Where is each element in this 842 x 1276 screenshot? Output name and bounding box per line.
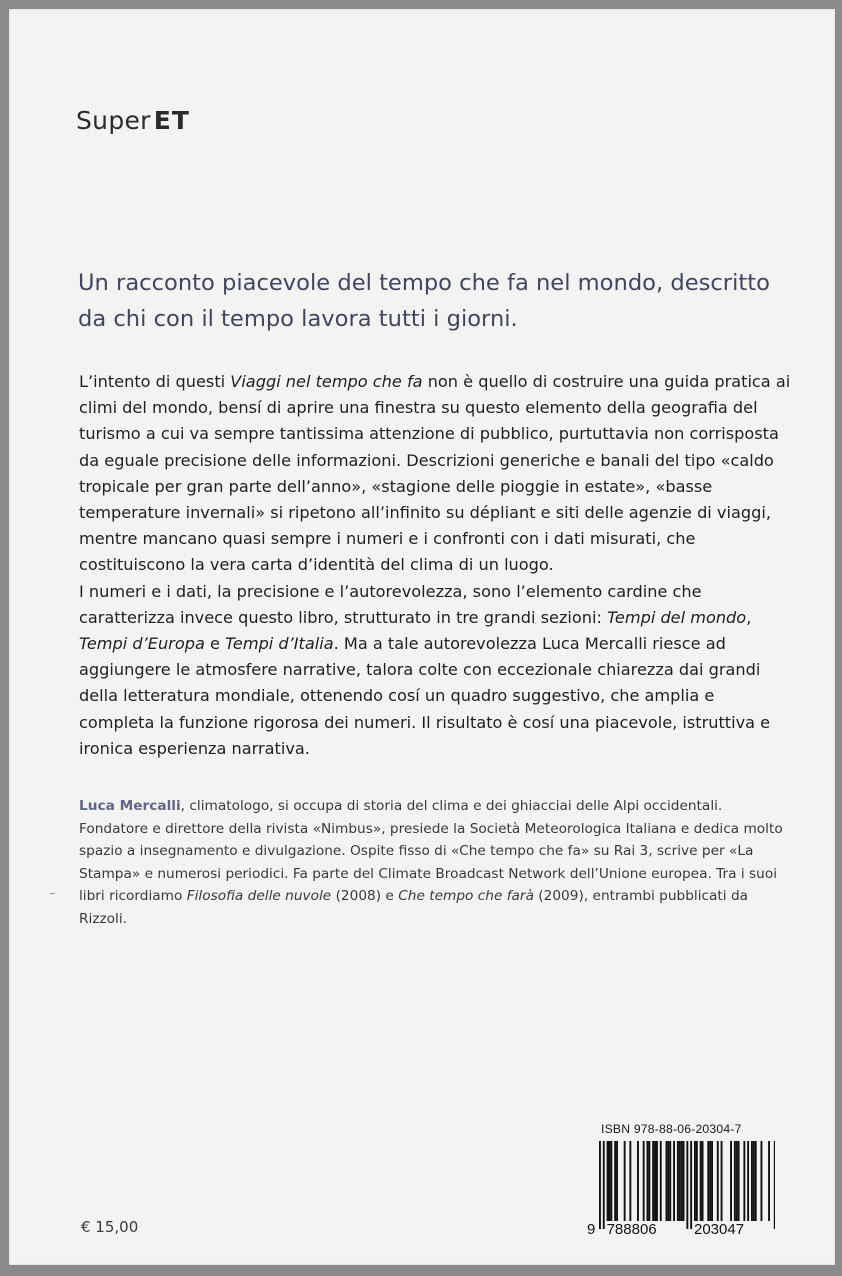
barcode-bar bbox=[743, 1141, 745, 1221]
barcode-bar bbox=[667, 1141, 669, 1221]
barcode-bar bbox=[751, 1141, 753, 1221]
barcode-digit-first: 9 bbox=[587, 1221, 596, 1235]
barcode-bar bbox=[681, 1141, 683, 1221]
blurb-paragraph-2 bbox=[79, 579, 791, 762]
series-logo bbox=[76, 106, 190, 135]
barcode-bar bbox=[660, 1141, 662, 1221]
barcode-bar bbox=[734, 1141, 736, 1221]
barcode-bar bbox=[679, 1141, 681, 1221]
section-title: Tempi d’Europa bbox=[79, 634, 205, 654]
barcode-bar bbox=[761, 1141, 763, 1221]
barcode-bar bbox=[717, 1141, 719, 1221]
barcode-bar bbox=[686, 1141, 688, 1229]
book-title: Viaggi nel tempo che fa bbox=[230, 372, 423, 391]
tagline-line-1: Un racconto piacevole del tempo che fa nel mondo, descritto bbox=[78, 270, 770, 296]
barcode-bar bbox=[610, 1141, 612, 1221]
series-word: Super bbox=[76, 106, 151, 135]
bio-text: (2009), entrambi pubblicati da Rizzoli. bbox=[79, 888, 749, 927]
barcode-bar bbox=[647, 1141, 649, 1221]
barcode-bar bbox=[768, 1141, 770, 1221]
barcode-bar bbox=[654, 1141, 656, 1221]
barcode-digits-left: 788806 bbox=[606, 1221, 657, 1235]
isbn-label: ISBN 978-88-06-20304-7 bbox=[601, 1122, 742, 1136]
barcode-bar bbox=[643, 1141, 645, 1221]
barcode-bar bbox=[700, 1141, 702, 1221]
barcode-bar bbox=[603, 1141, 605, 1229]
tagline bbox=[78, 265, 798, 337]
barcode-bar bbox=[607, 1141, 609, 1221]
barcode-bar bbox=[753, 1141, 755, 1221]
blurb-text: I numeri e i dati, la precisione e l’autorevolezza, sono l’elemento cardine che caratterizza invece questo libro, strutturato in tre grandi sezioni: bbox=[79, 581, 702, 627]
crop-mark bbox=[50, 893, 55, 894]
bio-text: (2008) e bbox=[331, 888, 399, 905]
barcode-bar bbox=[614, 1141, 616, 1221]
blurb-paragraph-1 bbox=[79, 369, 791, 579]
blurb-text: . Ma a tale autorevolezza Luca Mercalli riesce ad aggiungere le atmosfere narrative, talora colte con eccezionale chiarezza dai grandi della letteratura mondiale, ottenendo cosí un quadro suggestivo, che amplia e completa la funzione rigorosa dei numeri. Il risultato è cosí una piacevole, istruttiva e ironica esperienza narrativa. bbox=[79, 634, 771, 758]
blurb-text: L’intento di questi bbox=[79, 372, 231, 391]
blurb-text: , bbox=[746, 607, 752, 627]
barcode-bar bbox=[652, 1141, 654, 1221]
section-title: Tempi del mondo bbox=[607, 607, 747, 627]
back-cover bbox=[9, 9, 835, 1265]
barcode-bar bbox=[690, 1141, 692, 1229]
barcode-bar bbox=[755, 1141, 757, 1221]
barcode-bar bbox=[669, 1141, 671, 1221]
barcode-bar bbox=[747, 1141, 749, 1221]
series-mark: ET bbox=[153, 106, 190, 135]
barcode-bar bbox=[774, 1141, 775, 1229]
barcode-bar bbox=[730, 1141, 732, 1221]
barcode-bar bbox=[683, 1141, 685, 1221]
barcode-bar bbox=[696, 1141, 698, 1221]
author-name: Luca Mercalli bbox=[79, 798, 181, 814]
barcode-bar bbox=[673, 1141, 675, 1221]
author-bio bbox=[79, 795, 791, 931]
bio-text: , climatologo, si occupa di storia del clima e dei ghiacciai delle Alpi occidentali. Fondatore e direttore della rivista «Nimbus», presiede la Società Meteorologica Italiana e dedica molto spazio a insegnamento e divulgazione. Ospite fisso di «Che tempo che fa» su Rai 3, scrive per «La Stampa» e numerosi periodici. Fa parte del Climate Broadcast Network dell’Unione europea. Tra i suoi libri ricordiamo bbox=[79, 798, 783, 905]
barcode-bar bbox=[666, 1141, 668, 1221]
barcode-digits-right: 203047 bbox=[694, 1221, 745, 1235]
barcode-bar bbox=[637, 1141, 639, 1221]
price: € 15,00 bbox=[81, 1218, 139, 1236]
barcode bbox=[585, 1139, 775, 1235]
blurb-text: non è quello di costruire una guida pratica ai climi del mondo, bensí di aprire una finestra su questo elemento della geografia del turismo a cui va sempre tantissima attenzione di pubblico, purtuttavia non corrisposta da eguale precisione delle informazioni. Descrizioni generiche e banali del tipo «caldo tropicale per gran parte dell’anno», «stagione delle pioggie in estate», «basse temperature invernali» si ripetono all’infinito su dépliant e siti delle agenzie di viaggi, mentre mancano quasi sempre i numeri e i confronti con i dati misurati, che costituiscono la vera carta d’identità del clima di un luogo. bbox=[79, 372, 791, 575]
barcode-bar bbox=[738, 1141, 740, 1221]
barcode-bar bbox=[702, 1141, 704, 1221]
book-title: Che tempo che farà bbox=[398, 888, 534, 905]
blurb-text: e bbox=[204, 634, 226, 654]
barcode-bar bbox=[624, 1141, 626, 1221]
tagline-line-2: da chi con il tempo lavora tutti i giorni. bbox=[78, 306, 518, 332]
barcode-bar bbox=[609, 1141, 611, 1221]
barcode-bar bbox=[721, 1141, 723, 1221]
barcode-bar bbox=[707, 1141, 709, 1221]
book-title: Filosofia delle nuvole bbox=[186, 888, 332, 905]
blurb bbox=[79, 369, 791, 762]
barcode-bar bbox=[616, 1141, 618, 1221]
barcode-bar bbox=[711, 1141, 713, 1221]
barcode-bar bbox=[694, 1141, 696, 1221]
barcode-bar bbox=[677, 1141, 679, 1221]
barcode-bar bbox=[656, 1141, 658, 1221]
barcode-bar bbox=[709, 1141, 711, 1221]
barcode-bar bbox=[736, 1141, 738, 1221]
barcode-bar bbox=[599, 1141, 601, 1229]
barcode-bar bbox=[629, 1141, 631, 1221]
barcode-bar bbox=[648, 1141, 650, 1221]
section-title: Tempi d’Italia bbox=[225, 634, 334, 654]
